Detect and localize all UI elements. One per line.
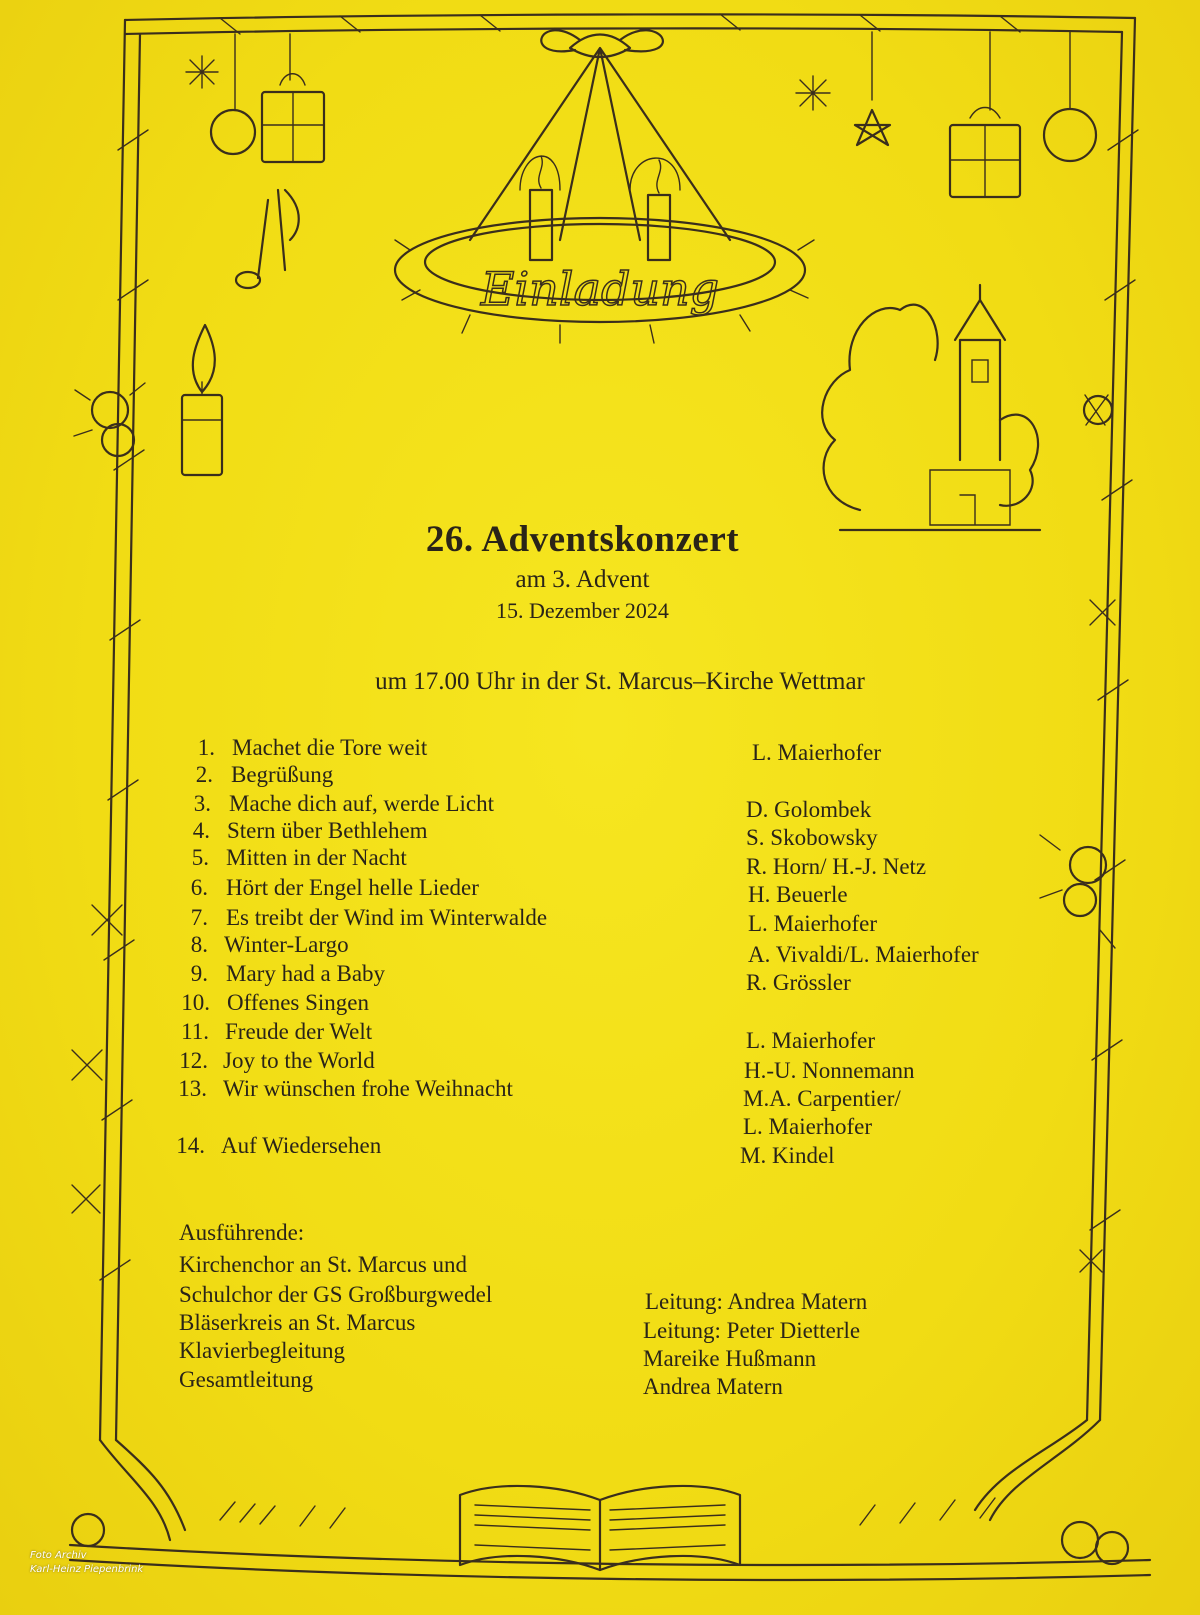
program-number: 3.	[193, 791, 211, 816]
program-composer: M.A. Carpentier/	[743, 1086, 901, 1111]
performers-heading: Ausführende:	[179, 1220, 305, 1245]
performer-name: Schulchor der GS Großburgwedel	[179, 1282, 493, 1307]
program-number: 4.	[192, 818, 210, 843]
photo-credit-line: Foto Archiv	[30, 1550, 87, 1561]
program-title: Machet die Tore weit	[232, 735, 428, 760]
program-composer: M. Kindel	[740, 1143, 835, 1168]
photo-credit-line: Karl-Heinz Piepenbrink	[30, 1564, 144, 1575]
program-composer: L. Maierhofer	[752, 740, 881, 765]
photo-credit	[30, 1549, 143, 1577]
program-title: Hört der Engel helle Lieder	[226, 875, 479, 900]
program-composer: L. Maierhofer	[748, 911, 877, 936]
program-number: 13.	[178, 1076, 207, 1101]
music-book-icon	[460, 1486, 740, 1570]
program-composer: R. Grössler	[746, 970, 851, 995]
program-title: Mary had a Baby	[226, 961, 386, 986]
concert-subtitle: am 3. Advent	[515, 566, 650, 593]
program-title: Wir wünschen frohe Weihnacht	[223, 1076, 513, 1101]
program-number: 7.	[190, 905, 208, 930]
performer-lead: Mareike Hußmann	[643, 1346, 817, 1371]
program-composer: L. Maierhofer	[746, 1028, 875, 1053]
program-title: Auf Wiedersehen	[221, 1133, 382, 1158]
performer-lead: Leitung: Andrea Matern	[645, 1289, 868, 1314]
program-number: 6.	[190, 875, 208, 900]
program-title: Offenes Singen	[227, 990, 370, 1015]
program-composer: D. Golombek	[746, 797, 872, 822]
program-number: 2.	[195, 762, 213, 787]
program-title: Winter-Largo	[224, 932, 349, 957]
program-number: 10.	[181, 990, 210, 1015]
program-number: 12.	[179, 1048, 208, 1073]
program-composer: A. Vivaldi/L. Maierhofer	[748, 942, 979, 967]
program-composer: H.-U. Nonnemann	[744, 1058, 915, 1083]
performer-name: Kirchenchor an St. Marcus und	[179, 1252, 468, 1277]
performer-name: Bläserkreis an St. Marcus	[179, 1310, 416, 1335]
program-title: Es treibt der Wind im Winterwalde	[226, 905, 548, 930]
performer-name: Gesamtleitung	[179, 1367, 314, 1392]
program-composer: S. Skobowsky	[746, 825, 878, 850]
concert-title: 26. Adventskonzert	[425, 519, 740, 560]
program-number: 11.	[181, 1019, 209, 1044]
concert-date: 15. Dezember 2024	[496, 598, 669, 623]
program-title: Joy to the World	[223, 1048, 375, 1073]
performer-lead: Leitung: Peter Dietterle	[643, 1318, 861, 1343]
program-title: Freude der Welt	[225, 1019, 373, 1044]
program-title: Mache dich auf, werde Licht	[229, 791, 495, 816]
program-number: 5.	[191, 845, 209, 870]
hanging-ornaments-left-icon	[186, 34, 324, 288]
wreath-lettering: Einladung	[480, 262, 720, 316]
program-composer: H. Beuerle	[748, 882, 848, 907]
program-title: Stern über Bethlehem	[227, 818, 428, 843]
hanging-ornaments-right-icon	[796, 32, 1096, 197]
performer-name: Klavierbegleitung	[179, 1338, 346, 1363]
church-icon	[822, 285, 1040, 530]
program-composer: R. Horn/ H.-J. Netz	[746, 854, 927, 879]
performer-lead: Andrea Matern	[643, 1374, 783, 1399]
program-number: 8.	[190, 932, 208, 957]
program-number: 1.	[197, 735, 215, 760]
program-composer: L. Maierhofer	[743, 1114, 872, 1139]
candle-icon	[182, 325, 222, 475]
program-number: 9.	[190, 961, 208, 986]
concert-venue: um 17.00 Uhr in der St. Marcus–Kirche Wettmar	[375, 668, 865, 695]
program-title: Begrüßung	[231, 762, 334, 787]
program-number: 14.	[176, 1133, 205, 1158]
program-title: Mitten in der Nacht	[226, 845, 407, 870]
